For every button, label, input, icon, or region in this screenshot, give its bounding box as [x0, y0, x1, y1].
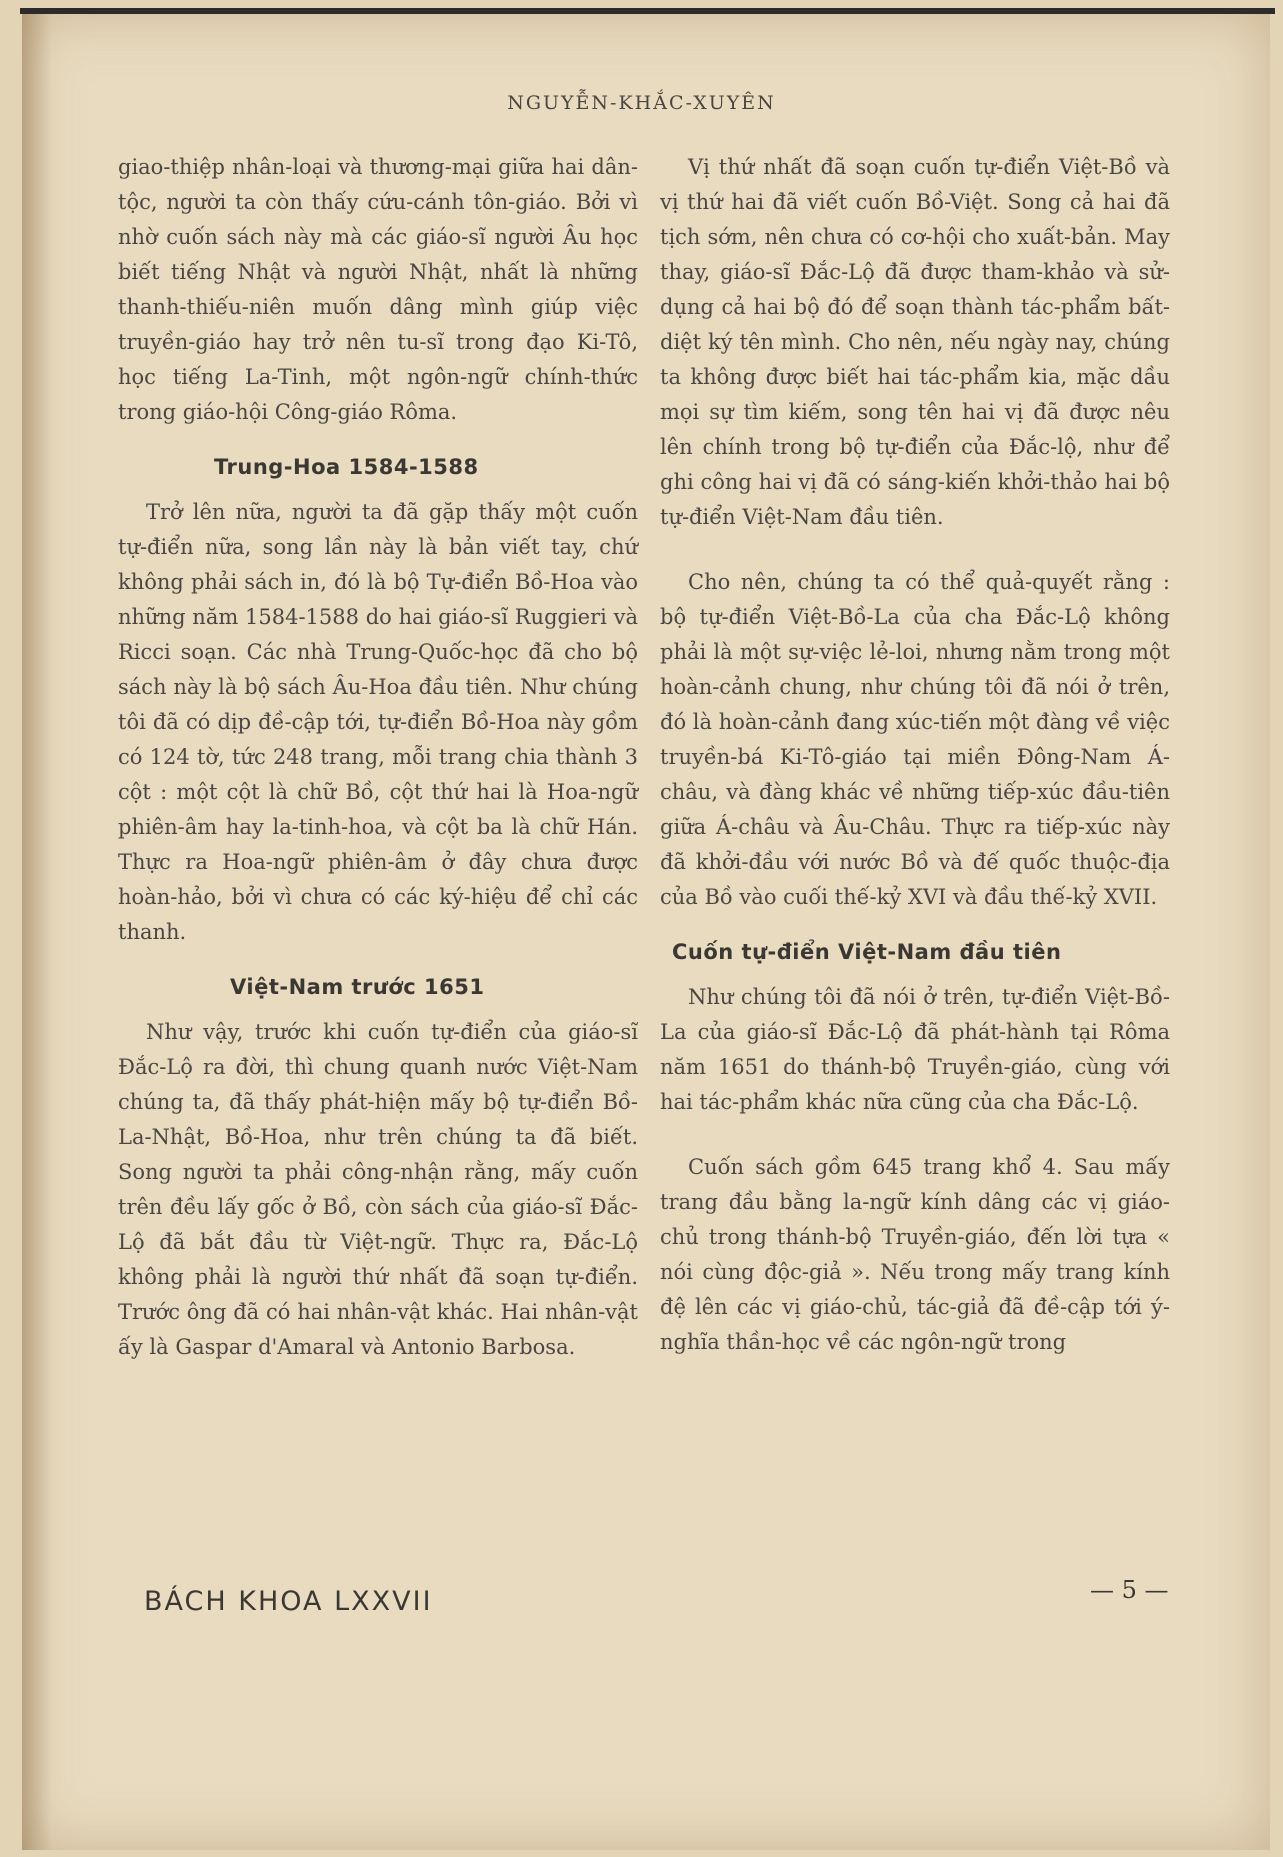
paragraph: Vị thứ nhất đã soạn cuốn tự-điển Việt-Bồ và vị thứ hai đã viết cuốn Bồ-Việt. Song cả hai đã tịch sớm, nên chưa có cơ-hội cho xuất-bản. May thay, giáo-sĩ Đắc-Lộ đã được tham-khảo và sử-dụng cả hai bộ đó để soạn thành tác-phẩm bất-diệt ký tên mình. Cho nên, nếu ngày nay, chúng ta không được biết hai tác-phẩm kia, mặc dầu mọi sự tìm kiếm, song tên hai vị đã được nêu lên chính trong bộ tự-điển của Đắc-lộ, như để ghi công hai vị đã có sáng-kiến khởi-thảo hai bộ tự-điển Việt-Nam đầu tiên.: [660, 155, 1170, 529]
right-column: [660, 150, 1170, 1360]
publication-footer: BÁCH KHOA LXXVII: [144, 1586, 433, 1617]
page-number: — 5 —: [1090, 1576, 1169, 1604]
paragraph: Như vậy, trước khi cuốn tự-điển của giáo-sĩ Đắc-Lộ ra đời, thì chung quanh nước Việt-Nam chúng ta, đã thấy phát-hiện mấy bộ tự-điển Bồ-La-Nhật, Bồ-Hoa, như trên chúng ta đã biết. Song người ta phải công-nhận rằng, mấy cuốn trên đều lấy gốc ở Bồ, còn sách của giáo-sĩ Đắc-Lộ đã bắt đầu từ Việt-ngữ. Thực ra, Đắc-Lộ không phải là người thứ nhất đã soạn tự-điển. Trước ông đã có hai nhân-vật khác. Hai nhân-vật ấy là Gaspar d'Amaral và Antonio Barbosa.: [118, 1020, 638, 1359]
paragraph: Trở lên nữa, người ta đã gặp thấy một cuốn tự-điển nữa, song lần này là bản viết tay, chứ không phải sách in, đó là bộ Tự-điển Bồ-Hoa vào những năm 1584-1588 do hai giáo-sĩ Ruggieri và Ricci soạn. Các nhà Trung-Quốc-học đã cho bộ sách này là bộ sách Âu-Hoa đầu tiên. Như chúng tôi đã có dịp đề-cập tới, tự-điển Bồ-Hoa này gồm có 124 tờ, tức 248 trang, mỗi trang chia thành 3 cột : một cột là chữ Bồ, cột thứ hai là Hoa-ngữ phiên-âm hay la-tinh-hoa, và cột ba là chữ Hán. Thực ra Hoa-ngữ phiên-âm ở đây chưa được hoàn-hảo, bởi vì chưa có các ký-hiệu để chỉ các thanh.: [118, 500, 638, 944]
left-column: [118, 150, 638, 1365]
section-heading: Việt-Nam trước 1651: [230, 975, 485, 999]
paragraph: giao-thiệp nhân-loại và thương-mại giữa hai dân-tộc, người ta còn thấy cứu-cánh tôn-giáo. Bởi vì nhờ cuốn sách này mà các giáo-sĩ người Âu học biết tiếng Nhật và người Nhật, nhất là những thanh-thiếu-niên muốn dâng mình giúp việc truyền-giáo hay trở nên tu-sĩ trong đạo Ki-Tô, học tiếng La-Tinh, một ngôn-ngữ chính-thức trong giáo-hội Công-giáo Rôma.: [118, 155, 638, 424]
paper-edge-shadow: [22, 12, 52, 1850]
paragraph: Cho nên, chúng ta có thể quả-quyết rằng : bộ tự-điển Việt-Bồ-La của cha Đắc-Lộ không phải là một sự-việc lẻ-loi, nhưng nằm trong một hoàn-cảnh chung, như chúng tôi đã nói ở trên, đó là hoàn-cảnh đang xúc-tiến một đàng về việc truyền-bá Ki-Tô-giáo tại miền Đông-Nam Á-châu, và đàng khác về những tiếp-xúc đầu-tiên giữa Á-châu và Âu-Châu. Thực ra tiếp-xúc này đã khởi-đầu với nước Bồ và đế quốc thuộc-địa của Bồ vào cuối thế-kỷ XVI và đầu thế-kỷ XVII.: [660, 570, 1170, 909]
paragraph: Cuốn sách gồm 645 trang khổ 4. Sau mấy trang đầu bằng la-ngữ kính dâng các vị giáo-chủ trong thánh-bộ Truyền-giáo, đến lời tựa « nói cùng độc-giả ». Nếu trong mấy trang kính đệ lên các vị giáo-chủ, tác-giả đã đề-cập tới ý-nghĩa thần-học về các ngôn-ngữ trong: [660, 1155, 1170, 1354]
running-header: NGUYỄN-KHẮC-XUYÊN: [507, 92, 776, 114]
paragraph: Như chúng tôi đã nói ở trên, tự-điển Việt-Bồ-La của giáo-sĩ Đắc-Lộ đã phát-hành tại Rôma năm 1651 do thánh-bộ Truyền-giáo, cùng với hai tác-phẩm khác nữa cũng của cha Đắc-Lộ.: [660, 985, 1170, 1114]
section-heading: Trung-Hoa 1584-1588: [214, 455, 479, 479]
section-heading: Cuốn tự-điển Việt-Nam đầu tiên: [672, 940, 1062, 964]
top-border-line: [20, 8, 1275, 14]
